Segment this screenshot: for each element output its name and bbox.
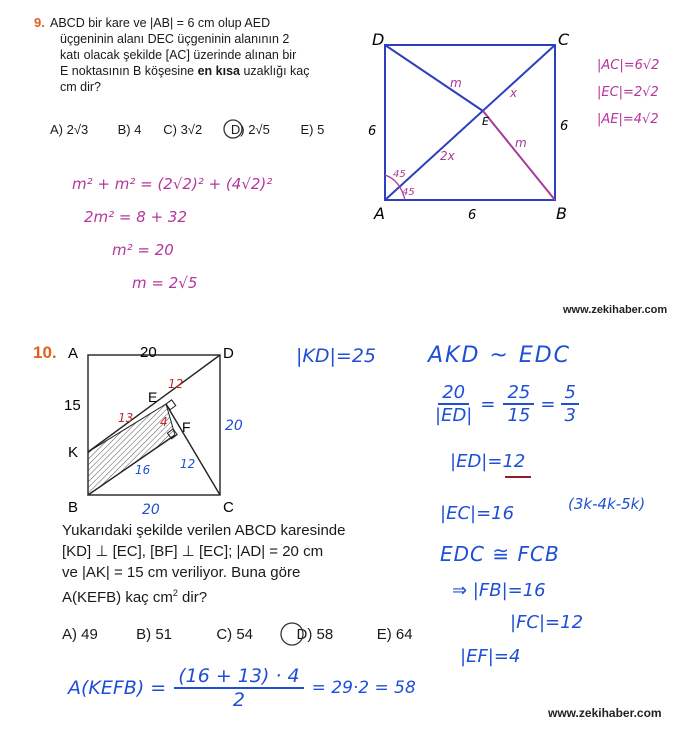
q9-vertex-b: B bbox=[556, 204, 567, 223]
q10-vertex-k: K bbox=[68, 444, 79, 461]
q9-angle-2: 45 bbox=[402, 187, 415, 198]
q9-vertex-c: C bbox=[558, 30, 570, 49]
q10-label-top: 20 bbox=[140, 344, 157, 361]
q10-line: [KD] ⊥ [EC], [BF] ⊥ [EC]; |AD| = 20 cm bbox=[62, 543, 324, 560]
q9-label-m1: m bbox=[450, 76, 462, 90]
q10-note-fc: |FC|=12 bbox=[510, 612, 584, 633]
q10-area-rhs: = 29·2 = 58 bbox=[311, 678, 416, 698]
q10-hw-13: 13 bbox=[118, 411, 134, 425]
q9-segment-de bbox=[385, 45, 483, 111]
q9-line bbox=[50, 63, 350, 79]
q10-frac1 bbox=[435, 382, 472, 426]
q9-line: üçgeninin alanı DEC üçgeninin alanının 2 bbox=[60, 32, 290, 46]
q10-frac2-num: 25 bbox=[503, 382, 534, 405]
q9-option-c[interactable]: C) 3√2 bbox=[163, 122, 203, 137]
q10-note-ef: |EF|=4 bbox=[460, 646, 521, 667]
q10-note-ratio: (3k-4k-5k) bbox=[568, 495, 646, 513]
q9-option-a[interactable]: A) 2√3 bbox=[50, 122, 89, 137]
q9-work-line: m² + m² = (2√2)² + (4√2)² bbox=[72, 175, 273, 193]
q9-work-line: m² = 20 bbox=[112, 241, 174, 259]
q10-frac2-den: 15 bbox=[507, 405, 531, 426]
q10-last-post: dir? bbox=[177, 589, 208, 606]
q10-vertex-d: D bbox=[223, 345, 234, 362]
q9-work bbox=[72, 168, 272, 300]
q10-selected-circle bbox=[279, 621, 305, 647]
q10-line bbox=[62, 583, 402, 608]
q10-note-cong: EDC ≅ FCB bbox=[440, 542, 560, 566]
q9-selected-circle bbox=[222, 118, 244, 140]
q10-vertex-a: A bbox=[68, 345, 79, 362]
q9-side-right: 6 bbox=[560, 119, 569, 134]
q10-note-ed: |ED|=12 bbox=[450, 451, 526, 472]
q10-area-fraction bbox=[174, 665, 303, 711]
q9-note-ec: |EC|=2√2 bbox=[597, 85, 659, 100]
q9-options bbox=[50, 122, 324, 138]
q10-frac3-num: 5 bbox=[561, 382, 578, 405]
question-10-number: 10. bbox=[33, 343, 57, 362]
q10-vertex-f: F bbox=[182, 419, 191, 435]
q9-line: cm dir? bbox=[60, 80, 101, 94]
question-10-text bbox=[62, 520, 402, 608]
q9-line4-pre: E noktasının B köşesine bbox=[60, 64, 198, 78]
q10-square-figure bbox=[60, 340, 270, 520]
q10-area-formula bbox=[68, 665, 416, 711]
q9-segment-eb bbox=[483, 111, 555, 200]
q10-frac2 bbox=[503, 382, 534, 426]
q9-line4-post: uzaklığı kaç bbox=[239, 64, 310, 78]
q10-option-d[interactable]: D) 58 bbox=[296, 626, 334, 643]
q10-label-left: 15 bbox=[64, 397, 81, 414]
q9-line4-bold: en kısa bbox=[197, 64, 240, 78]
site-watermark-bottom: www.zekihaber.com bbox=[548, 706, 662, 720]
q9-side-bottom: 6 bbox=[468, 208, 477, 223]
q10-option-a[interactable]: A) 49 bbox=[62, 626, 98, 643]
q10-frac1-den: |ED| bbox=[435, 405, 473, 426]
q10-hw-12a: 12 bbox=[168, 377, 184, 391]
q10-note-ec: |EC|=16 bbox=[440, 503, 515, 524]
q10-note-fb: ⇒ |FB|=16 bbox=[452, 580, 546, 601]
q9-angle-1: 45 bbox=[393, 169, 406, 180]
q9-line: ABCD bir kare ve |AB| = 6 cm olup AED bbox=[50, 16, 271, 30]
q9-vertex-d: D bbox=[372, 30, 385, 49]
q9-work-line: 2m² = 8 + 32 bbox=[84, 208, 188, 226]
q10-options bbox=[62, 626, 413, 643]
q10-vertex-c: C bbox=[223, 499, 234, 516]
site-watermark-top: www.zekihaber.com bbox=[563, 304, 668, 316]
q9-label-e: E bbox=[482, 115, 489, 128]
q10-ed-underline bbox=[505, 476, 531, 478]
q10-option-e[interactable]: E) 64 bbox=[376, 626, 413, 643]
q10-eq1: = bbox=[480, 393, 496, 415]
q9-note-ae: |AE|=4√2 bbox=[597, 112, 659, 127]
q10-hw-4: 4 bbox=[160, 415, 168, 429]
q10-note-kd: |KD|=25 bbox=[296, 345, 376, 367]
q10-line: ve |AK| = 15 cm veriliyor. Buna göre bbox=[62, 564, 301, 581]
question-9-text bbox=[50, 15, 350, 95]
q10-option-b[interactable]: B) 51 bbox=[136, 626, 173, 643]
q9-option-b[interactable]: B) 4 bbox=[117, 122, 142, 137]
q10-vertex-b: B bbox=[68, 499, 79, 516]
q9-line: katı olacak şekilde [AC] üzerinde alınan bir bbox=[60, 48, 297, 62]
q9-label-x: x bbox=[510, 86, 518, 100]
q9-option-d[interactable]: D) 2√5 bbox=[230, 122, 270, 137]
q10-area-lhs: A(KEFB) = bbox=[68, 677, 167, 699]
q10-line: Yukarıdaki şekilde verilen ABCD karesinde bbox=[62, 522, 346, 539]
q9-label-m2: m bbox=[515, 136, 527, 150]
q10-hw-right: 20 bbox=[225, 418, 243, 434]
q10-note-sim: AKD ~ EDC bbox=[428, 343, 572, 368]
q10-hw-16: 16 bbox=[135, 463, 151, 477]
q10-frac3 bbox=[561, 382, 578, 426]
q10-vertex-e: E bbox=[148, 389, 158, 405]
q9-work-line: m = 2√5 bbox=[132, 274, 198, 292]
q9-side-left: 6 bbox=[368, 124, 377, 139]
q10-hw-bottom: 20 bbox=[142, 502, 160, 518]
q9-option-e[interactable]: E) 5 bbox=[300, 122, 325, 137]
q10-last-pre: A(KEFB) kaç cm bbox=[62, 589, 173, 606]
q9-note-ac: |AC|=6√2 bbox=[597, 58, 660, 73]
question-9-number: 9. bbox=[34, 15, 45, 30]
q10-area-num: (16 + 13) · 4 bbox=[174, 665, 303, 689]
q10-last-sup: 2 bbox=[172, 588, 178, 598]
q9-diagonal-ac bbox=[385, 45, 555, 200]
q9-label-2x: 2x bbox=[440, 149, 455, 163]
q9-square-figure bbox=[360, 25, 590, 235]
q9-vertex-a: A bbox=[374, 204, 385, 223]
q10-ratio bbox=[435, 382, 579, 426]
q10-option-c[interactable]: C) 54 bbox=[216, 626, 254, 643]
q10-frac3-den: 3 bbox=[564, 405, 576, 426]
q9-right-notes bbox=[597, 52, 659, 133]
q10-frac1-num: 20 bbox=[438, 382, 469, 405]
q10-area-den: 2 bbox=[232, 689, 245, 711]
q10-segment-ec bbox=[166, 404, 220, 495]
q10-eq2: = bbox=[540, 393, 556, 415]
q10-hw-12b: 12 bbox=[180, 457, 196, 471]
